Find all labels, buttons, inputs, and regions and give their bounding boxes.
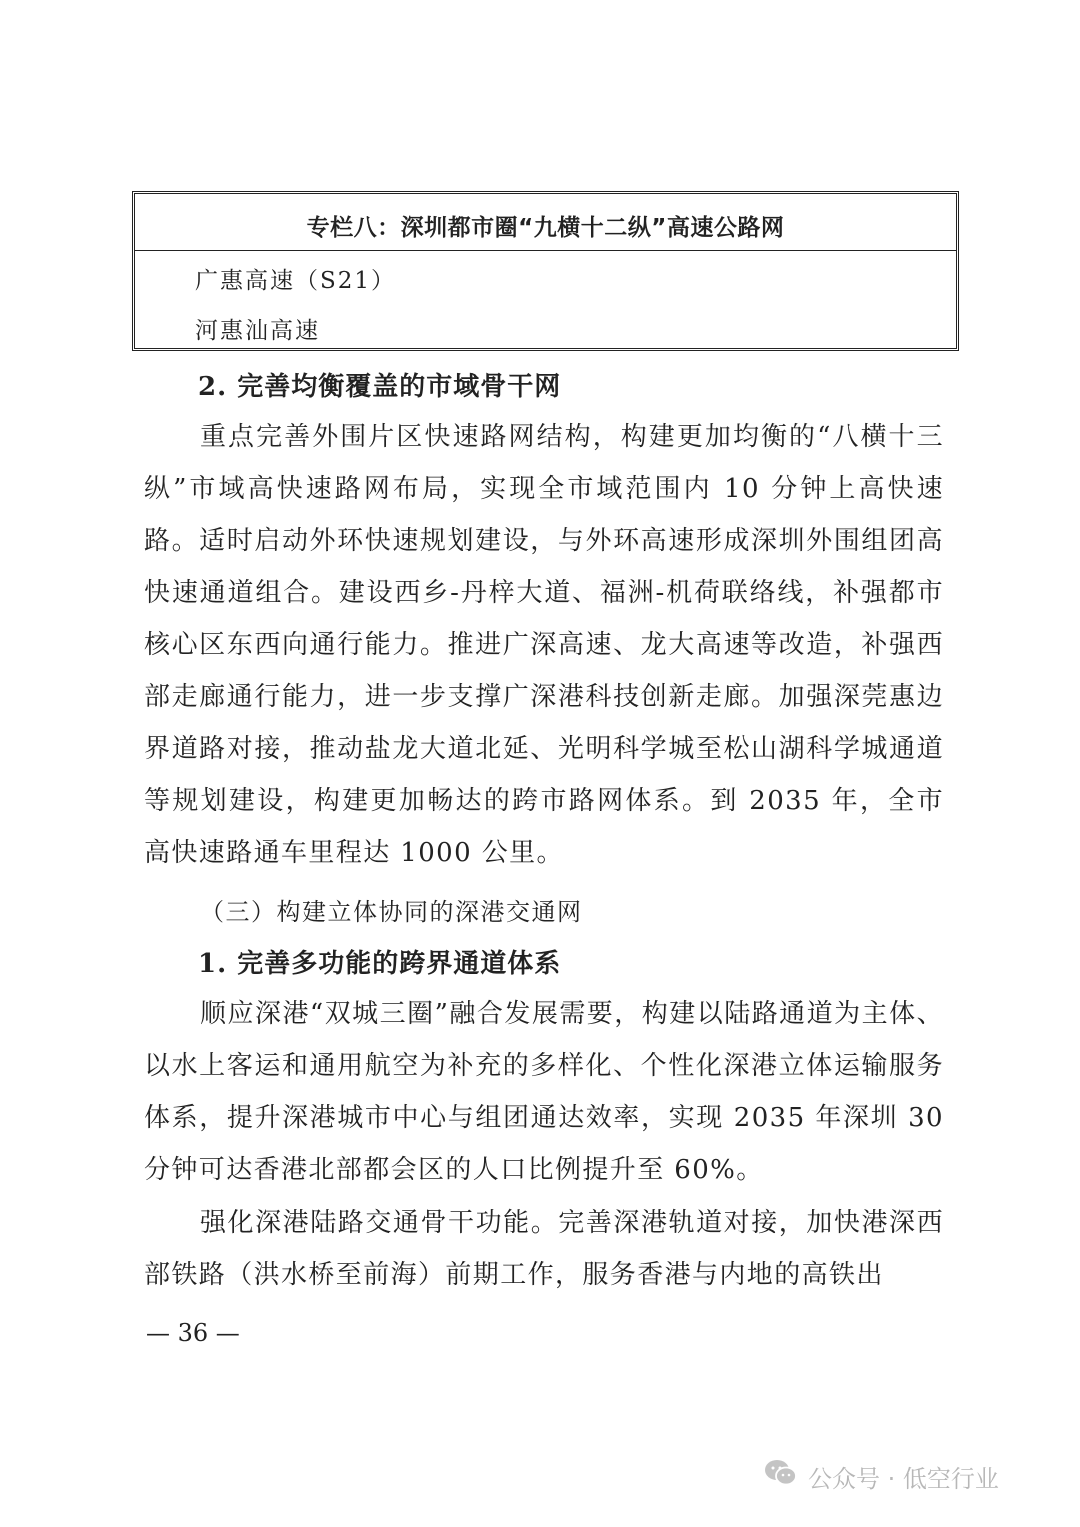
section-paragraph: 顺应深港“双城三圈”融合发展需要，构建以陆路通道为主体、以水上客运和通用航空为补充的多样化、个性化深港立体运输服务体系，提升深港城市中心与组团通达效率，实现 2035 年深圳 30 分钟可达香港北部都会区的人口比例提升至 60%。: [144, 999, 944, 1185]
page-number: — 36 —: [146, 1319, 240, 1347]
watermark-text: 公众号 · 低空行业: [808, 1464, 999, 1493]
section-heading: 2. 完善均衡覆盖的市域骨干网: [198, 372, 562, 402]
section-paragraph: 强化深港陆路交通骨干功能。完善深港轨道对接，加快港深西部铁路（洪水桥至前海）前期工作，服务香港与内地的高铁出: [144, 1208, 944, 1290]
column-box-item: 河惠汕高速: [195, 318, 320, 344]
column-box: [132, 191, 959, 351]
column-box-divider: [135, 250, 956, 251]
part-heading: （三）构建立体协同的深港交通网: [200, 898, 583, 926]
column-box-title: 专栏八：深圳都市圈“九横十二纵”高速公路网: [306, 215, 785, 241]
column-box-item: 广惠高速（S21）: [195, 268, 397, 294]
section-paragraph: 重点完善外围片区快速路网结构，构建更加均衡的“八横十三纵”市域高快速路网布局，实现全市域范围内 10 分钟上高快速路。适时启动外环快速规划建设，与外环高速形成深圳外围组团高快速通道组合。建设西乡-丹梓大道、福洲-机荷联络线，补强都市核心区东西向通行能力。推进广深高速、龙大高速等改造，补强西部走廊通行能力，进一步支撑广深港科技创新走廊。加强深莞惠边界道路对接，推动盐龙大道北延、光明科学城至松山湖科学城通道等规划建设，构建更加畅达的跨市路网体系。到 2035 年，全市高快速路通车里程达 1000 公里。: [144, 422, 944, 868]
section-heading: 1. 完善多功能的跨界通道体系: [198, 949, 562, 979]
watermark: [764, 1458, 999, 1494]
wechat-icon: [764, 1458, 798, 1494]
